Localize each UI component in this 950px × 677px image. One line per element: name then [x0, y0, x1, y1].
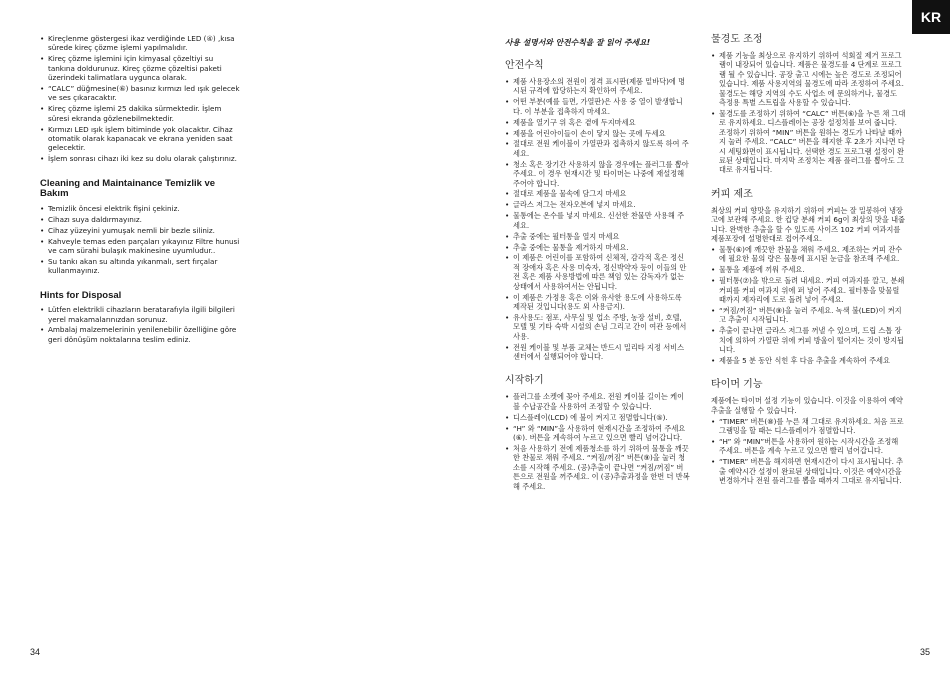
- list-item: • “H” 와 “MIN”을 사용하여 현재시간을 조정하여 주세요(⑥). 버튼을 계속하여 누르고 있으면 빨리 넘어갑니다.: [505, 424, 690, 443]
- list-item: • 처음 사용하기 전에 제품청소를 하기 위하여 물통을 깨끗한 찬물로 채워 주세요. “켜짐/꺼짐” 버튼(⑨)을 눌러 청소를 시작해 주세요. (공)추출이 끝나면 “켜짐/꺼짐” 버튼으로 전원을 꺼주세요. 이 (공)추출과정을 한번 더 반복해 주세요.: [505, 444, 690, 491]
- descaling-steps-list: [40, 34, 240, 164]
- list-item: • Cihazı suya daldırmayınız.: [40, 215, 240, 224]
- safety-heading: 안전수칙: [505, 60, 544, 71]
- list-item: • 글라스 저그는 전자오븐에 넣지 마세요.: [505, 200, 690, 209]
- hardness-list: [711, 51, 906, 175]
- coffee-list: [711, 245, 906, 365]
- intro-notice: 사용 설명서와 안전수칙을 잘 읽어 주세요!: [505, 38, 651, 47]
- hardness-heading: 물경도 조정: [711, 34, 763, 45]
- list-item: • 추출 중에는 필터통을 열지 마세요: [505, 232, 690, 241]
- list-item: • Cihaz yüzeyini yumuşak nemli bir bezle siliniz.: [40, 226, 240, 235]
- list-item: • 물통에는 온수를 넣지 마세요. 신선한 찬물만 사용해 주세요.: [505, 211, 690, 230]
- list-item: • 제품을 어린아이들이 손이 닿지 않는 곳에 두세요: [505, 129, 690, 138]
- list-item: • Kireç çözme işlemi 25 dakika sürmektedir. İşlem süresi ekranda gözlenebilmektedir.: [40, 104, 240, 123]
- start-heading: 시작하기: [505, 375, 544, 387]
- disposal-list: [40, 305, 240, 344]
- list-item: • “H” 와 “MIN”버튼을 사용하여 원하는 시작시간을 조정해 주세요. 버튼을 계속 누르고 있으면 빨리 넘어갑니다.: [711, 437, 906, 456]
- list-item: • 이 제품은 가정용 혹은 이와 유사한 용도에 사용하도록 제작된 것입니다(용도 외 사용금지).: [505, 293, 690, 312]
- list-item: • 절대로 전원 케이블이 가열판과 접촉하지 않도록 하여 주세요.: [505, 139, 690, 158]
- list-item: • Kireçlenme göstergesi ikaz verdiğinde LED (④) ,kısa sürede kireç çözme işlemi yapılmalıdır.: [40, 34, 240, 53]
- safety-list: [505, 77, 690, 361]
- list-item: • 플러그를 소켓에 꽂아 주세요. 전원 케이블 길이는 케이블 수납공간을 사용하여 조정할 수 있습니다.: [505, 392, 690, 411]
- list-item: • 물통을 제품에 끼워 주세요.: [711, 265, 906, 274]
- list-item: • 제품을 5 분 동안 식힌 후 다음 추출을 계속하여 주세요: [711, 356, 906, 365]
- list-item: • 추출 중에는 물통을 제거하지 마세요.: [505, 243, 690, 252]
- list-item: • Kahveyle temas eden parçaları yıkayınız Filtre hunusi ve cam sürahi bulaşık makinesine uyumludur..: [40, 237, 240, 256]
- list-item: • 청소 혹은 장기간 사용하지 않을 경우에는 플러그를 뽑아 주세요. 이 경우 현재시간 및 타이머는 나중에 재설정해 주어야 합니다.: [505, 160, 690, 188]
- list-item: • 디스플레이(LCD) 에 불이 켜지고 점멸합니다(⑤).: [505, 413, 690, 422]
- list-item: • Su tankı akan su altında yıkanmalı, sert fırçalar kullanmayınız.: [40, 257, 240, 276]
- list-item: • 제품을 열기구 위 혹은 곁에 두지마세요: [505, 118, 690, 127]
- list-item: • Kireç çözme işlemini için kimyasal çözeltiyi su tankına doldurunuz. Kireç çözme çözeltisi paketi üzerindeki talimatlara uygunca olarak.: [40, 54, 240, 82]
- list-item: • Kırmızı LED ışık işlem bitiminde yok olacaktır. Cihaz otomatik olarak kapanacak ve ekrana yeniden saat gelecektir.: [40, 125, 240, 153]
- list-item: • 유사용도: 점포, 사무실 및 업소 주방, 농장 설비, 호텔, 모텔 및 기타 숙박 시설의 손님 그리고 간이 여관 등에서 사용.: [505, 313, 690, 341]
- start-list: [505, 392, 690, 491]
- list-item: • İşlem sonrası cihazı iki kez su dolu olarak çalıştırınız.: [40, 154, 240, 163]
- timer-paragraph: 제품에는 타이머 설정 기능이 있습니다. 이것을 이용하여 예약 추출을 실행할 수 있습니다.: [711, 396, 903, 415]
- page-number: 35: [919, 647, 930, 657]
- language-tab: KR: [912, 0, 950, 34]
- cleaning-list: [40, 204, 240, 276]
- list-item: • “CALC” düğmesine(⑥) basınız kırmızı led ışık gelecek ve ses çıkaracaktır.: [40, 84, 240, 103]
- list-item: • Ambalaj malzemelerinin yenilenebilir özelliğine göre geri dönüşüm noktalarına teslim ediniz.: [40, 325, 240, 344]
- list-item: • 절대로 제품을 물속에 담그지 마세요: [505, 189, 690, 198]
- list-item: • Temizlik öncesi elektrik fişini çekiniz.: [40, 204, 240, 213]
- list-item: • 물경도를 조정하기 위하여 “CALC” 버튼(⑥)을 누른 채 그대로 유지하세요. 디스플레이는 공장 설정치를 보여 줍니다. 조정하기 위하여 “MIN” 버튼을 원하는 경도가 나타날 때까지 눌러 주세요. “CALC” 버튼을 해지한 후 2초가 지나면 다시 세팅화면이 표시됩니다. 선택한 경도 프로그램 설정이 완료된 상태입니다. 마지막 조정치는 제품 플러그를 뽑아도 그대로 유지됩니다.: [711, 109, 906, 175]
- list-item: • 제품 사용장소의 전원이 정격 표시판(제품 밑바닥)에 명시된 규격에 합당하는지 확인하여 주세요.: [505, 77, 690, 96]
- timer-heading: 타이머 기능: [711, 379, 763, 391]
- cleaning-heading: Cleaning and Maintainance Temizlik ve Bakım: [40, 177, 216, 200]
- right-column-1: [505, 38, 690, 492]
- list-item: • 전원 케이블 및 부품 교체는 반드시 밀리타 지정 서비스 센터에서 실행되어야 합니다.: [505, 343, 690, 362]
- page-number: 34: [30, 647, 41, 657]
- list-item: • 추출이 끝나면 글라스 저그를 꺼낼 수 있으며, 드립 스톱 장치에 의하여 가열판 위에 커피 방울이 떨어지는 것이 방지됩니다.: [711, 326, 906, 354]
- list-item: • 제품 기능을 최상으로 유지하기 위하여 석회질 제거 프로그램이 내장되어 있습니다. 제품은 물경도를 4 단계로 프로그램 될 수 있습니다. 공장 출고 시에는 높은 경도로 조정되어 있습니다. 제품 사용지역의 물경도에 따라 조정하여 주세요. 물경도는 해당 지역의 수도 사업소 에 문의하거나, 물경도 측정용 특별 스트립을 사용할 수 있습니다.: [711, 51, 906, 107]
- list-item: • Lütfen elektrikli cihazların beratarafıyla ilgili bilgileri yerel makamalarınızdan sorunuz.: [40, 305, 240, 324]
- left-column: [40, 34, 240, 346]
- list-item: • “TIMER” 버튼(⑧)를 누른 채 그대로 유지하세요. 처음 프로그램밍을 할 때는 디스플레이가 점멸합니다.: [711, 417, 906, 436]
- list-item: • “켜짐/꺼짐” 버튼(⑨)을 눌러 주세요. 녹색 불(LED)이 켜지고 추출이 시작됩니다.: [711, 306, 906, 325]
- timer-list: [711, 417, 906, 486]
- list-item: • “TIMER” 버튼을 해지하면 현재시간이 다시 표시됩니다. 추출 예약시간 설정이 완료된 상태입니다. 이것은 예약시간을 변경하거나 전원 플러그를 뽑을 때까지 그대로 유지됩니다.: [711, 457, 906, 485]
- list-item: • 물통(⑥)에 깨끗한 찬물을 채워 주세요. 제조하는 커피 잔수에 필요한 물의 량은 물통에 표시된 눈금을 참조해 주세요.: [711, 245, 906, 264]
- right-column-2: [711, 34, 906, 487]
- right-page: [475, 0, 950, 677]
- coffee-heading: 커피 제조: [711, 188, 753, 200]
- list-item: • 어떤 부분(예를 들면, 가열판)은 사용 중 열이 발생합니다. 이 부분을 접촉하지 마세요.: [505, 97, 690, 116]
- list-item: • 필터통(⑦)을 밖으로 돌려 내세요. 커피 여과지를 깔고, 분쇄 커피를 커피 여과지 위에 퍼 넣어 주세요. 필터통을 맞물릴 때까지 제자리에 도로 돌려 넣어 주세요.: [711, 276, 906, 304]
- list-item: • 이 제품은 어린이를 포함하여 신체적, 감각적 혹은 정신적 장애자 혹은 사용 미숙자, 정신박약자 등이 이들의 안전 혹은 제품 사용방법에 따른 책임 있는 감독자가 없는 상태에서 사용하여서는 안됩니다.: [505, 253, 690, 291]
- coffee-paragraph: 최상의 커피 향맛을 유지하기 위하여 커피는 잘 밀봉하여 냉장고에 보관해 주세요. 한 컵당 분쇄 커피 6g이 최상의 맛을 내줍니다. 완벽한 추출을 할 수 있도록 사이즈 102 커피 여과지를 제품포장에 설명한대로 접어주세요.: [711, 205, 905, 243]
- disposal-heading: Hints for Disposal: [40, 289, 122, 301]
